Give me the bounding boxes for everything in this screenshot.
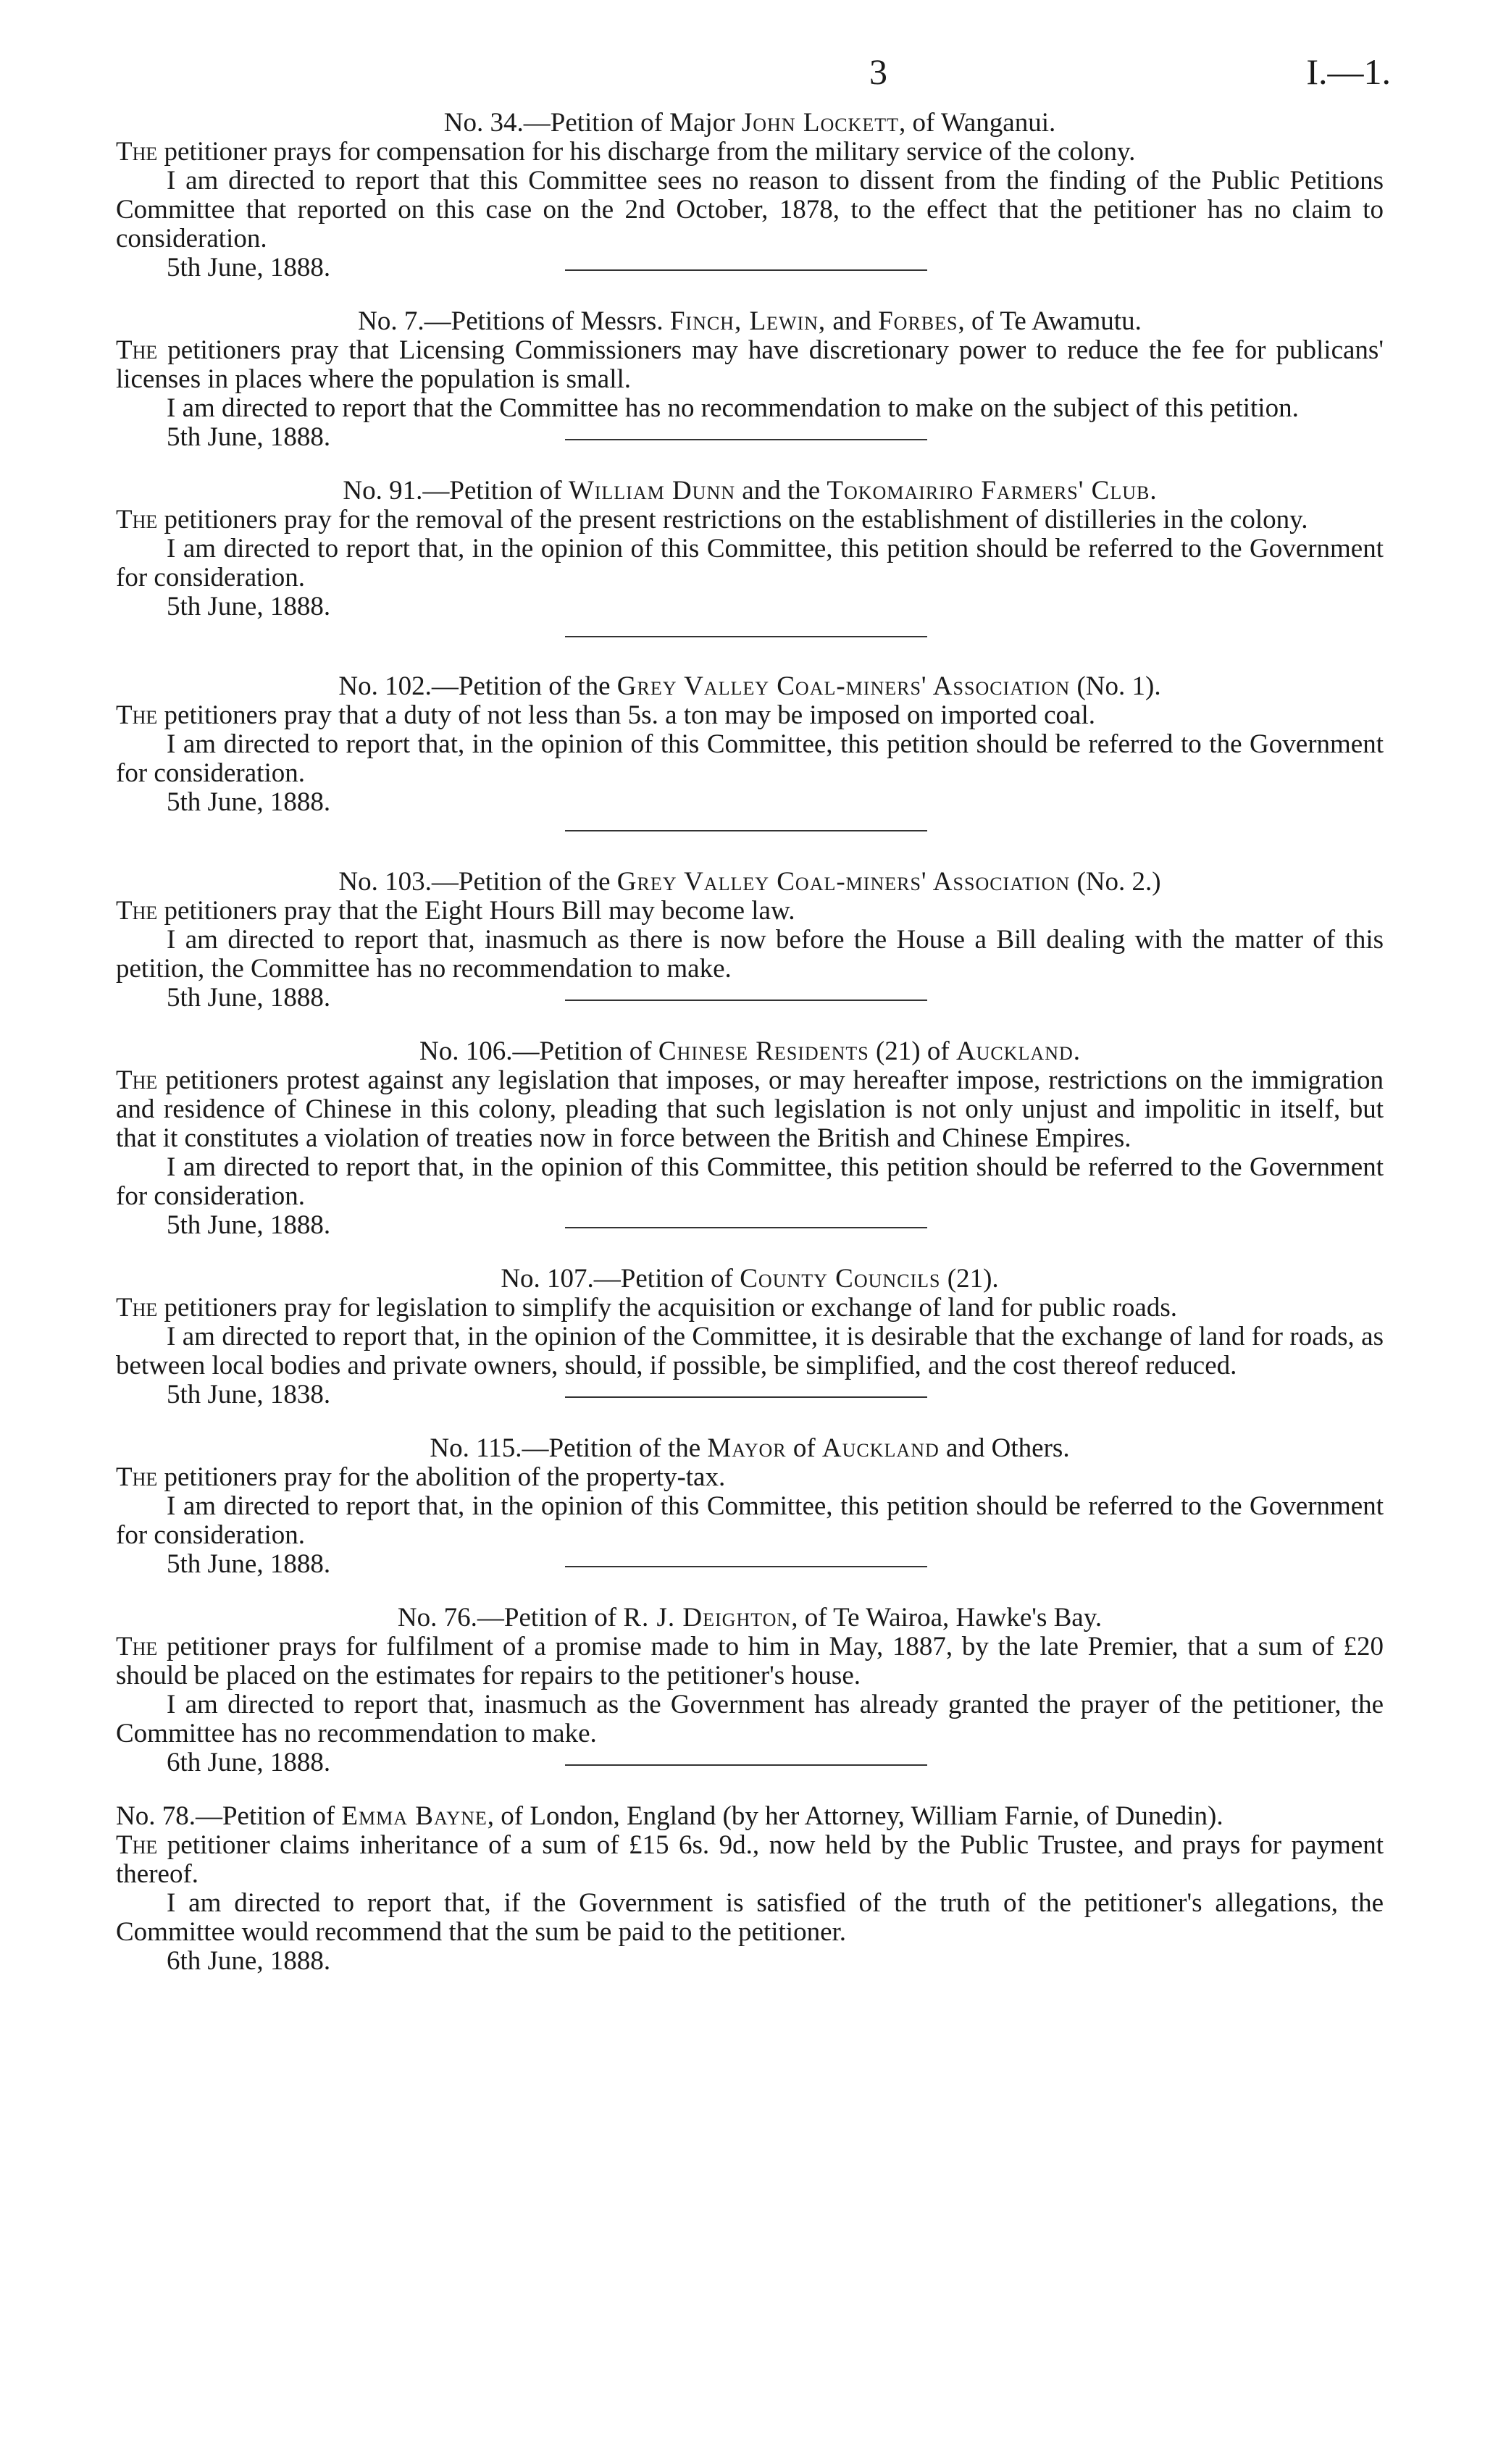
committee-report: I am directed to report that the Committee has no recommendation to make on the subject of this petition. <box>167 393 1299 423</box>
petition-title: No. 102.—Petition of the Grey Valley Coal-miners' Association (No. 1). <box>338 671 1161 701</box>
section-divider <box>565 1566 927 1567</box>
petition-prayer: The petitioner claims inheritance of a sum of £15 6s. 9d., now held by the Public Trustee, and prays for payment thereof. <box>116 1830 1384 1889</box>
committee-report: I am directed to report that, in the opinion of this Committee, this petition should be referred to the Government for consideration. <box>116 729 1384 788</box>
petition-prayer: The petitioners pray for the removal of the present restrictions on the establishment of distilleries in the colony. <box>116 505 1308 535</box>
petition-prayer: The petitioner prays for compensation for his discharge from the military service of the colony. <box>116 137 1136 167</box>
section-divider <box>565 1227 927 1228</box>
report-date: 5th June, 1888. <box>167 253 331 282</box>
section-divider <box>565 269 927 271</box>
section-divider <box>565 1396 927 1398</box>
report-date: 6th June, 1888. <box>167 1946 331 1976</box>
petition-title: No. 103.—Petition of the Grey Valley Coal-miners' Association (No. 2.) <box>338 867 1161 897</box>
petition-entry <box>116 1434 1384 1579</box>
petition-entry <box>116 1265 1384 1409</box>
report-date: 5th June, 1888. <box>167 983 331 1013</box>
petition-title: No. 91.—Petition of William Dunn and the Tokomairiro Farmers' Club. <box>343 476 1157 506</box>
committee-report: I am directed to report that, in the opinion of this Committee, this petition should be referred to the Government for consideration. <box>116 534 1384 592</box>
petition-prayer: The petitioners pray that the Eight Hours Bill may become law. <box>116 896 795 926</box>
committee-report: I am directed to report that this Committee sees no reason to dissent from the finding of the Public Petitions Committee that reported on this case on the 2nd October, 1878, to the effect that the petitioner has no claim to consideration. <box>116 166 1384 253</box>
section-divider <box>565 1764 927 1766</box>
petition-prayer: The petitioners protest against any legislation that imposes, or may hereafter impose, restrictions on the immigration and residence of Chinese in this colony, pleading that such legislation is not only unjust and impolitic in itself, but that it constitutes a violation of treaties now in force between the British and Chinese Empires. <box>116 1065 1384 1153</box>
petition-title: No. 115.—Petition of the Mayor of Auckland and Others. <box>430 1433 1070 1463</box>
petition-title: No. 76.—Petition of R. J. Deighton, of Te Wairoa, Hawke's Bay. <box>397 1603 1103 1633</box>
section-divider <box>565 439 927 440</box>
committee-report: I am directed to report that, inasmuch as there is now before the House a Bill dealing with the matter of this petition, the Committee has no recommendation to make. <box>116 925 1384 984</box>
page-number: 3 <box>869 51 887 92</box>
document-reference: I.—1. <box>1306 51 1391 92</box>
report-date: 6th June, 1888. <box>167 1748 331 1777</box>
petition-entry <box>116 1604 1384 1777</box>
petition-entry <box>116 672 1384 817</box>
committee-report: I am directed to report that, in the opinion of this Committee, this petition should be referred to the Government for consideration. <box>116 1152 1384 1211</box>
petition-title: No. 34.—Petition of Major John Lockett, of Wanganui. <box>443 108 1056 138</box>
petition-entry <box>116 109 1384 282</box>
petition-title: No. 106.—Petition of Chinese Residents (21) of Auckland. <box>419 1036 1081 1066</box>
committee-report: I am directed to report that, in the opinion of this Committee, this petition should be referred to the Government for consideration. <box>116 1491 1384 1550</box>
report-date: 5th June, 1888. <box>167 592 331 621</box>
committee-report: I am directed to report that, in the opinion of the Committee, it is desirable that the exchange of land for roads, as between local bodies and private owners, should, if possible, be simplified, and the cost thereof reduced. <box>116 1322 1384 1380</box>
petition-title: No. 107.—Petition of County Councils (21). <box>501 1264 999 1294</box>
section-divider <box>565 830 927 831</box>
page-header <box>116 51 1391 109</box>
petition-prayer: The petitioners pray that Licensing Commissioners may have discretionary power to reduce the fee for publicans' licenses in places where the population is small. <box>116 335 1384 394</box>
petition-entry <box>116 1802 1384 1976</box>
petition-title: No. 7.—Petitions of Messrs. Finch, Lewin, and Forbes, of Te Awamutu. <box>358 306 1142 336</box>
document-page <box>116 51 1391 1976</box>
report-date: 5th June, 1888. <box>167 1549 331 1579</box>
report-date: 5th June, 1888. <box>167 787 331 817</box>
petition-entry <box>116 868 1384 1013</box>
section-divider <box>565 1000 927 1001</box>
report-date: 5th June, 1888. <box>167 422 331 452</box>
petition-entry <box>116 1037 1384 1240</box>
petition-prayer: The petitioners pray that a duty of not less than 5s. a ton may be imposed on imported coal. <box>116 700 1095 730</box>
section-divider <box>565 636 927 637</box>
committee-report: I am directed to report that, inasmuch as the Government has already granted the prayer of the petitioner, the Committee has no recommendation to make. <box>116 1690 1384 1748</box>
committee-report: I am directed to report that, if the Government is satisfied of the truth of the petitioner's allegations, the Committee would recommend that the sum be paid to the petitioner. <box>116 1888 1384 1947</box>
petition-prayer: The petitioners pray for the abolition of the property-tax. <box>116 1462 726 1492</box>
petition-entry <box>116 307 1384 452</box>
petition-prayer: The petitioners pray for legislation to simplify the acquisition or exchange of land for public roads. <box>116 1293 1177 1323</box>
petition-title: No. 78.—Petition of Emma Bayne, of London, England (by her Attorney, William Farnie, of Dunedin). <box>116 1801 1223 1831</box>
petition-entry <box>116 477 1384 621</box>
report-date: 5th June, 1888. <box>167 1210 331 1240</box>
report-date: 5th June, 1838. <box>167 1380 331 1409</box>
petition-prayer: The petitioner prays for fulfilment of a promise made to him in May, 1887, by the late Premier, that a sum of £20 should be placed on the estimates for repairs to the petitioner's house. <box>116 1632 1384 1690</box>
